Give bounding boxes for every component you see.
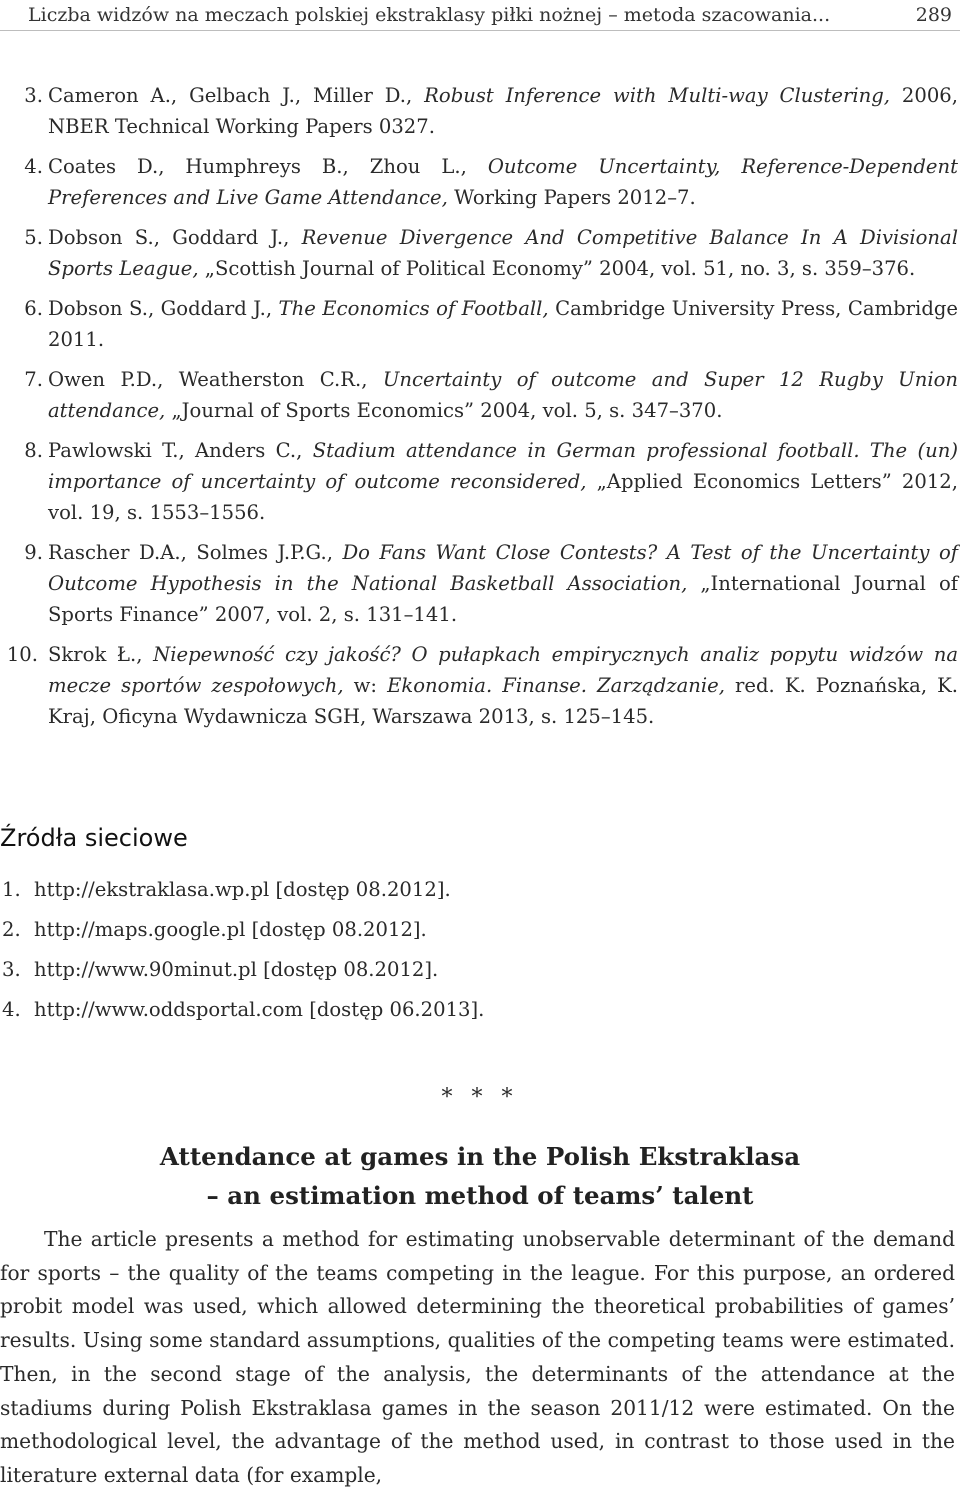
- reference-title: Stadium attendance in German professional football. The (un) importance of uncertainty of outcome reconsidered,: [48, 439, 958, 493]
- reference-item: [0, 364, 958, 426]
- reference-authors: Coates D., Humphreys B., Zhou L.,: [48, 155, 467, 178]
- reference-authors: Dobson S., Goddard J.,: [48, 226, 290, 249]
- web-source-number: 3.: [2, 958, 21, 981]
- reference-title: Revenue Divergence And Competitive Balance In A Divisional Sports League,: [48, 226, 958, 280]
- reference-item: [0, 151, 958, 213]
- web-source-number: 4.: [2, 998, 21, 1021]
- web-source-item: [0, 910, 484, 950]
- section-separator: * * *: [441, 1085, 519, 1110]
- reference-details: „International Journal of Sports Finance” 2007, vol. 2, s. 131–141.: [48, 572, 958, 626]
- reference-authors: Skrok Ł.,: [48, 643, 143, 666]
- reference-container: Ekonomia. Finanse. Zarządzanie,: [387, 674, 725, 697]
- reference-number: 3.: [24, 84, 43, 107]
- reference-authors: Pawlowski T., Anders C.,: [48, 439, 303, 462]
- reference-details: red. K. Poznańska, K. Kraj, Oficyna Wydawnicza SGH, Warszawa 2013, s. 125–145.: [48, 674, 958, 728]
- reference-authors: Owen P.D., Weatherston C.R.,: [48, 368, 368, 391]
- reference-number: 7.: [24, 368, 43, 391]
- reference-number: 9.: [24, 541, 43, 564]
- reference-item: [0, 222, 958, 284]
- web-source-number: 1.: [2, 878, 21, 901]
- reference-number: 4.: [24, 155, 43, 178]
- web-source-link[interactable]: http://ekstraklasa.wp.pl [dostęp 08.2012].: [34, 878, 451, 901]
- reference-number: 5.: [24, 226, 43, 249]
- web-source-item: [0, 870, 484, 910]
- summary-title-line-2: – an estimation method of teams’ talent: [206, 1181, 754, 1210]
- web-sources-list: [0, 870, 484, 1030]
- web-source-item: [0, 950, 484, 990]
- reference-number: 8.: [24, 439, 43, 462]
- running-head: [0, 0, 960, 31]
- reference-title: Robust Inference with Multi-way Clustering,: [424, 84, 890, 107]
- reference-item: [0, 435, 958, 528]
- reference-title: Niepewność czy jakość? O pułapkach empirycznych analiz popytu widzów na mecze sportów zespołowych,: [48, 643, 959, 697]
- web-source-link[interactable]: http://www.oddsportal.com [dostęp 06.2013].: [34, 998, 485, 1021]
- reference-number: 10.: [6, 643, 38, 666]
- reference-details: Working Papers 2012–7.: [454, 186, 696, 209]
- web-source-item: [0, 990, 484, 1030]
- reference-title: Do Fans Want Close Contests? A Test of the Uncertainty of Outcome Hypothesis in the National Basketball Association,: [48, 541, 958, 595]
- summary-title-line-1: Attendance at games in the Polish Ekstraklasa: [159, 1142, 801, 1171]
- reference-list: [0, 80, 958, 741]
- reference-item: [0, 537, 958, 630]
- reference-details: 2006, NBER Technical Working Papers 0327.: [48, 84, 958, 138]
- reference-details: „Journal of Sports Economics” 2004, vol. 5, s. 347–370.: [171, 399, 723, 422]
- reference-authors: Dobson S., Goddard J.,: [48, 297, 273, 320]
- page-number: 289: [915, 4, 952, 26]
- web-sources-heading: Źródła sieciowe: [0, 824, 188, 852]
- reference-item: [0, 293, 958, 355]
- reference-title: Outcome Uncertainty, Reference-Dependent Preferences and Live Game Attendance,: [48, 155, 958, 209]
- running-head-title: Liczba widzów na meczach polskiej ekstraklasy piłki nożnej – metoda szacowania...: [28, 4, 831, 26]
- reference-title: The Economics of Football,: [278, 297, 549, 320]
- reference-item: [0, 80, 958, 142]
- web-source-link[interactable]: http://www.90minut.pl [dostęp 08.2012].: [34, 958, 439, 981]
- web-source-number: 2.: [2, 918, 21, 941]
- reference-details: Cambridge University Press, Cambridge 2011.: [48, 297, 958, 351]
- reference-details: „Applied Economics Letters” 2012, vol. 19, s. 1553–1556.: [48, 470, 958, 524]
- reference-number: 6.: [24, 297, 43, 320]
- reference-details: „Scottish Journal of Political Economy” 2004, vol. 51, no. 3, s. 359–376.: [204, 257, 916, 280]
- reference-in: w:: [353, 674, 377, 697]
- reference-authors: Cameron A., Gelbach J., Miller D.,: [48, 84, 413, 107]
- reference-title: Uncertainty of outcome and Super 12 Rugby Union attendance,: [48, 368, 958, 422]
- web-source-link[interactable]: http://maps.google.pl [dostęp 08.2012].: [34, 918, 427, 941]
- abstract-paragraph: The article presents a method for estimating unobservable determinant of the demand for sports – the quality of the teams competing in the league. For this purpose, an ordered probit model was used, which allowed determining the theoretical probabilities of games’ results. Using some standard assumptions, qualities of the competing teams were estimated. Then, in the second stage of the analysis, the determinants of the attendance at the stadiums during Polish Ekstraklasa games in the season 2011/12 were estimated. On the methodological level, the advantage of the method used, in contrast to those used in the literature external data (for example,: [0, 1227, 955, 1487]
- reference-item: [0, 639, 958, 732]
- reference-authors: Rascher D.A., Solmes J.P.G.,: [48, 541, 333, 564]
- summary-title: [0, 1137, 960, 1215]
